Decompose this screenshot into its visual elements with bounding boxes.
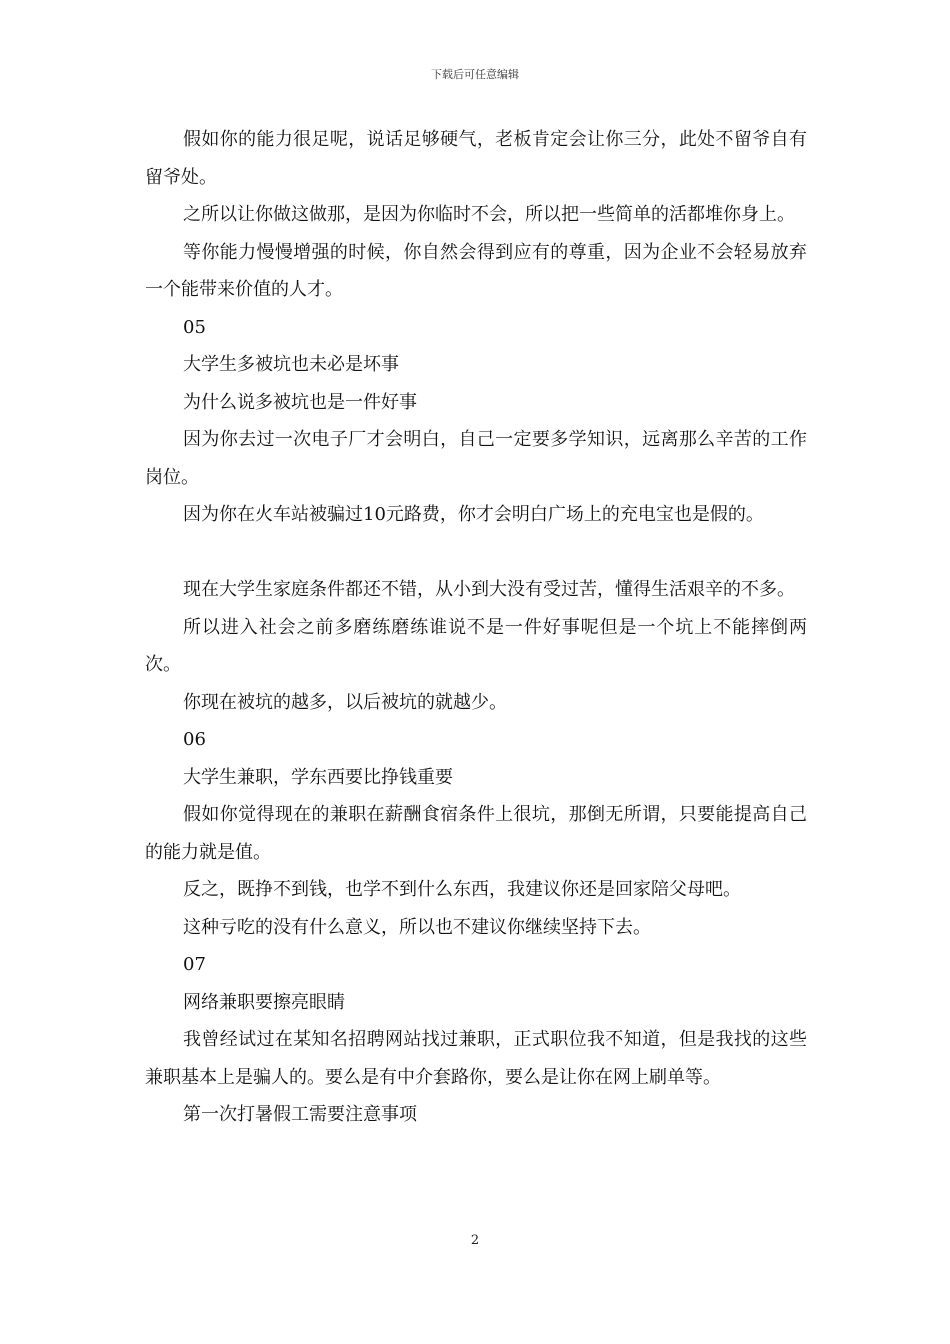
paragraph: 你现在被坑的越多，以后被坑的就越少。 — [183, 691, 507, 713]
paragraph: 现在大学生家庭条件都还不错，从小到大没有受过苦，懂得生活艰辛的不多。 — [183, 579, 795, 600]
paragraph: 所以进入社会之前多磨练磨练谁说不是一件好事呢但是一个坑上不能摔倒两次。 — [145, 616, 807, 675]
paragraph: 等你能力慢慢增强的时候，你自然会得到应有的尊重，因为企业不会轻易放弃一个能带来价值的人才。 — [145, 241, 807, 300]
section-heading: 第一次打暑假工需要注意事项 — [183, 1104, 417, 1125]
paragraph: 为什么说多被坑也是一件好事 — [183, 391, 417, 413]
paragraph: 这种亏吃的没有什么意义，所以也不建议你继续坚持下去。 — [183, 916, 651, 938]
paragraph: 之所以让你做这做那，是因为你临时不会，所以把一些简单的活都堆你身上。 — [183, 204, 795, 225]
section-heading: 大学生兼职，学东西要比挣钱重要 — [183, 766, 453, 788]
paragraph: 我曾经试过在某知名招聘网站找过兼职，正式职位我不知道，但是我找的这些兼职基本上是骗人的。要么是有中介套路你，要么是让你在网上刷单等。 — [145, 1029, 807, 1088]
document-body — [145, 121, 807, 1134]
paragraph: 反之，既挣不到钱，也学不到什么东西，我建议你还是回家陪父母吧。 — [183, 879, 741, 900]
blank-line — [145, 534, 807, 572]
page-number: 2 — [470, 1233, 480, 1248]
paragraph: 假如你的能力很足呢，说话足够硬气，老板肯定会让你三分，此处不留爷自有留爷处。 — [145, 129, 807, 188]
paragraph: 因为你在火车站被骗过10元路费，你才会明白广场上的充电宝也是假的。 — [183, 504, 764, 525]
section-number: 06 — [183, 729, 206, 750]
page-header: 下载后可任意编辑 — [431, 68, 519, 81]
paragraph: 假如你觉得现在的兼职在薪酬食宿条件上很坑，那倒无所谓，只要能提高自己的能力就是值。 — [145, 804, 807, 863]
section-number: 07 — [183, 954, 206, 975]
section-heading: 网络兼职要擦亮眼睛 — [183, 991, 345, 1013]
section-number: 05 — [183, 316, 206, 338]
section-heading: 大学生多被坑也未必是坏事 — [183, 354, 399, 375]
paragraph: 因为你去过一次电子厂才会明白，自己一定要多学知识，远离那么辛苦的工作岗位。 — [145, 429, 807, 488]
